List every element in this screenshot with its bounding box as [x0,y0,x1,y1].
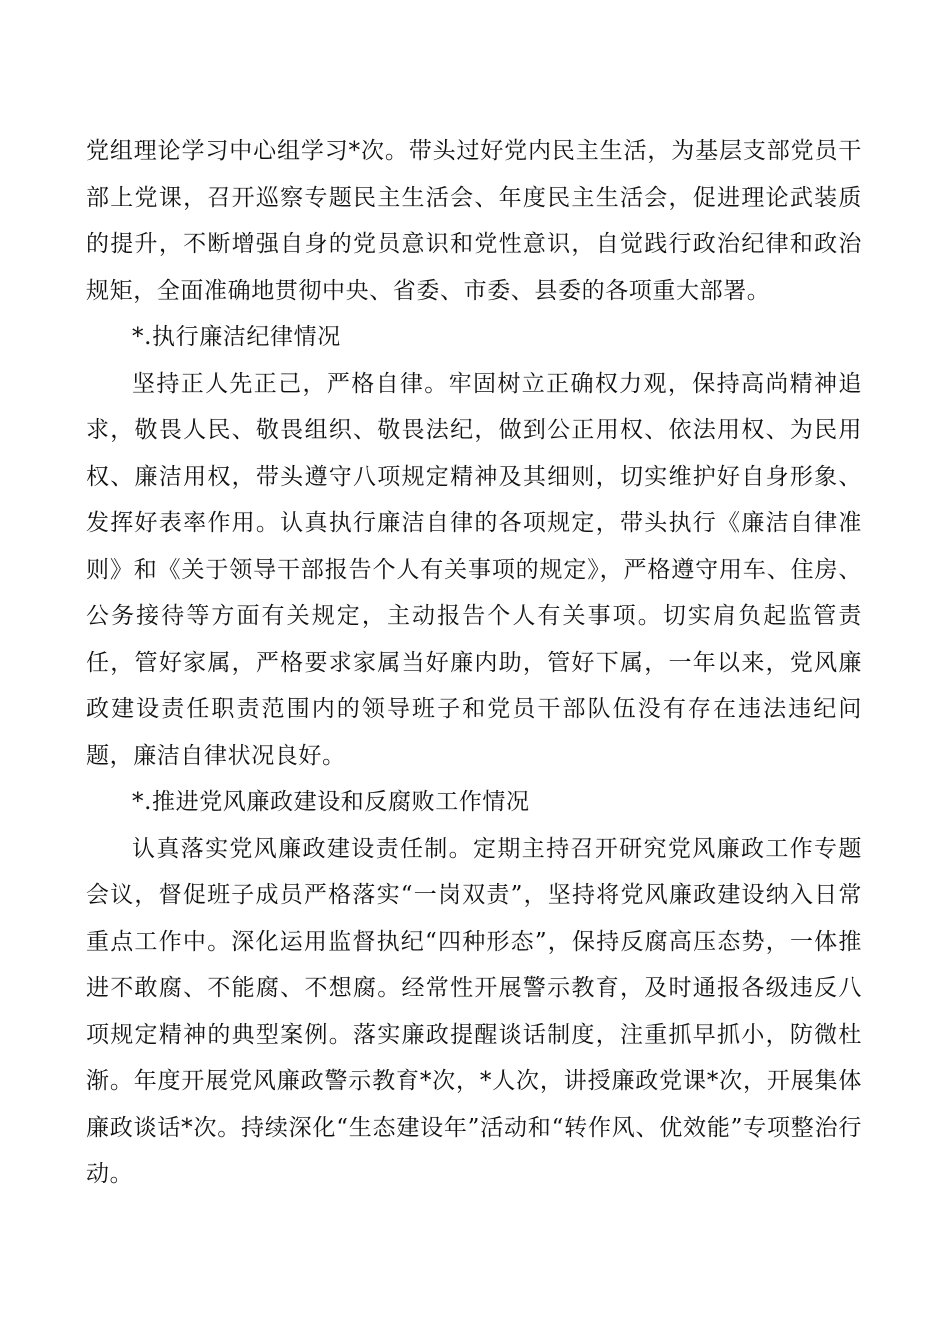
section-heading-integrity-discipline: *.执行廉洁纪律情况 [132,324,341,350]
paragraph-theory-study: 党组理论学习中心组学习*次。带头过好党内民主生活，为基层支部党员干部上党课，召开巡察专题民主生活会、年度民主生活会，促进理论武装质的提升，不断增强自身的党员意识和党性意识，自觉践行政治纪律和政治规矩，全面准确地贯彻中央、省委、市委、县委的各项重大部署。 [86,138,862,304]
paragraph-anti-corruption: 认真落实党风廉政建设责任制。定期主持召开研究党风廉政工作专题会议，督促班子成员严格落实“一岗双责”，坚持将党风廉政建设纳入日常重点工作中。深化运用监督执纪“四种形态”，保持反腐高压态势，一体推进不敢腐、不能腐、不想腐。经常性开展警示教育，及时通报各级违反八项规定精神的典型案例。落实廉政提醒谈话制度，注重抓早抓小，防微杜渐。年度开展党风廉政警示教育*次，*人次，讲授廉政党课*次，开展集体廉政谈话*次。持续深化“生态建设年”活动和“转作风、优效能”专项整治行动。 [86,835,862,1187]
document-body [86,128,862,1198]
section-heading-anti-corruption: *.推进党风廉政建设和反腐败工作情况 [132,789,530,815]
paragraph-integrity-discipline: 坚持正人先正己，严格自律。牢固树立正确权力观，保持高尚精神追求，敬畏人民、敬畏组织、敬畏法纪，做到公正用权、依法用权、为民用权、廉洁用权，带头遵守八项规定精神及其细则，切实维护好自身形象、发挥好表率作用。认真执行廉洁自律的各项规定，带头执行《廉洁自律准则》和《关于领导干部报告个人有关事项的规定》，严格遵守用车、住房、公务接待等方面有关规定，主动报告个人有关事项。切实肩负起监管责任，管好家属，严格要求家属当好廉内助，管好下属，一年以来，党风廉政建设责任职责范围内的领导班子和党员干部队伍没有存在违法违纪问题，廉洁自律状况良好。 [86,370,862,769]
